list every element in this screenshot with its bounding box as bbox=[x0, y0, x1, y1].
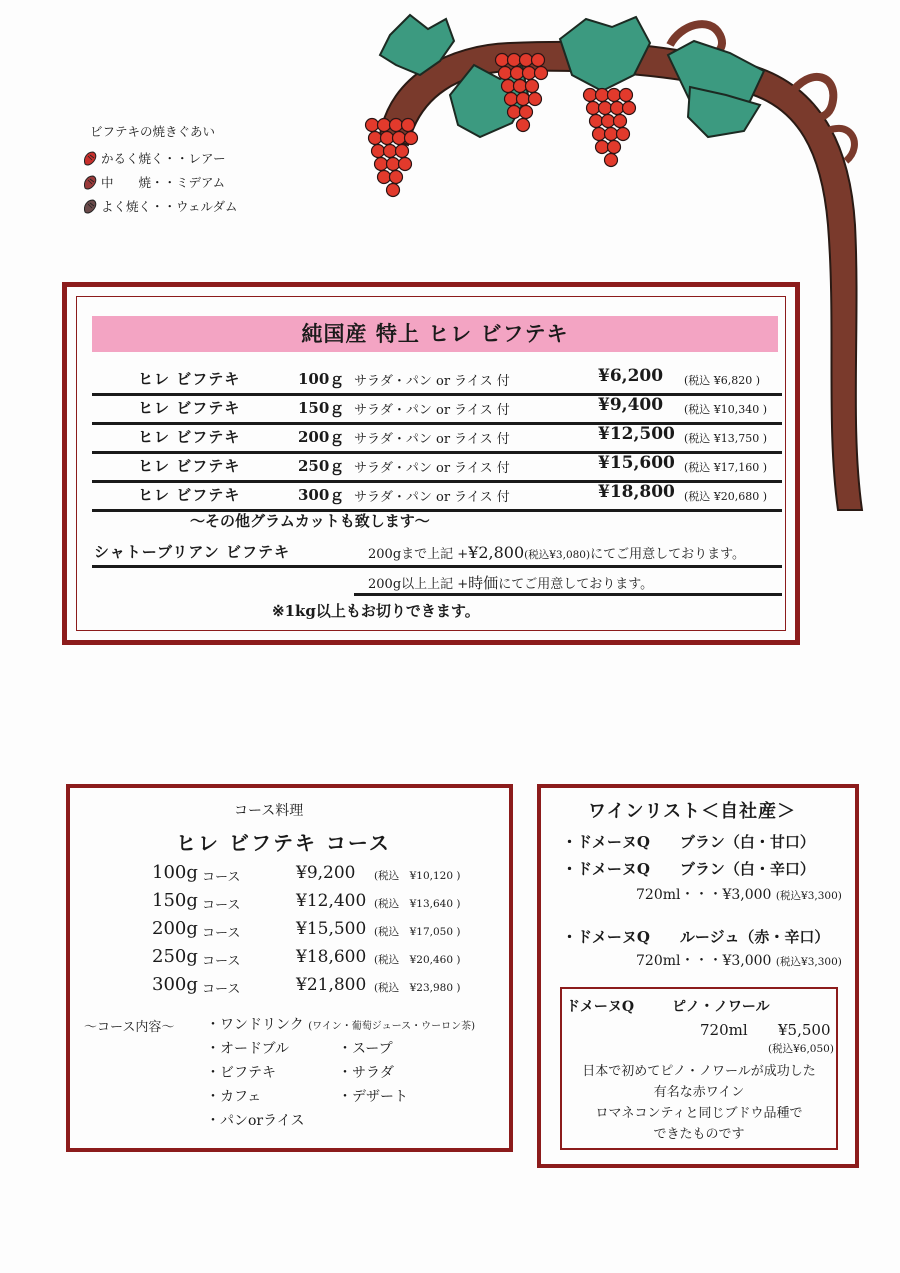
wine-item: ・ドメーヌQ ルージュ（赤・辛口） bbox=[562, 928, 830, 946]
course-item: ・スープ bbox=[338, 1041, 393, 1057]
course-tax: (税込 ¥20,460 ) bbox=[374, 954, 461, 966]
grape-berry bbox=[375, 158, 388, 171]
course-label: コース料理 bbox=[234, 803, 304, 819]
grape-berry bbox=[590, 115, 603, 128]
steak-tax: (税込 ¥20,680 ) bbox=[684, 490, 768, 503]
doneness-legend bbox=[82, 122, 238, 218]
course-row bbox=[152, 862, 482, 890]
chateau-text: にてご用意しております。 bbox=[498, 577, 654, 592]
legend-row-medium bbox=[82, 170, 238, 194]
pinot-volume: 720ml bbox=[700, 1021, 748, 1039]
grape-berry bbox=[496, 54, 509, 67]
grape-berry bbox=[511, 67, 524, 80]
course-price: ¥12,400 bbox=[296, 891, 367, 911]
grape-leaf bbox=[560, 17, 650, 91]
grape-berry bbox=[587, 102, 600, 115]
grape-berry bbox=[381, 132, 394, 145]
grape-berry bbox=[596, 141, 609, 154]
grape-berry bbox=[390, 171, 403, 184]
course-price: ¥18,600 bbox=[296, 947, 367, 967]
wine-item: ・ドメーヌQ ブラン（白・甘口） bbox=[562, 833, 815, 851]
grape-berry bbox=[508, 54, 521, 67]
course-tax: (税込 ¥17,050 ) bbox=[374, 926, 461, 938]
course-item: ・サラダ bbox=[338, 1065, 394, 1081]
legend-title: ビフテキの焼きぐあい bbox=[90, 124, 216, 139]
course-item: ・カフェ bbox=[206, 1089, 262, 1105]
chateaubriand-price-line bbox=[368, 543, 745, 562]
course-word: コース bbox=[202, 982, 241, 997]
grape-berry bbox=[378, 119, 391, 132]
course-item-text: ・ワンドリンク bbox=[206, 1017, 304, 1033]
other-cut-note: ～その他グラムカットも致します～ bbox=[190, 512, 430, 530]
chateau-market-price: 時価 bbox=[468, 574, 499, 592]
steak-price: ¥18,800 bbox=[598, 482, 675, 502]
grape-berry bbox=[535, 67, 548, 80]
course-item-note: (ワイン・葡萄ジュース・ウーロン茶) bbox=[308, 1021, 475, 1032]
grape-berry bbox=[605, 128, 618, 141]
grape-berry bbox=[599, 102, 612, 115]
course-item: ・ビフテキ bbox=[206, 1065, 276, 1081]
wine-tax: (税込¥3,300) bbox=[775, 956, 842, 968]
grape-berry bbox=[520, 106, 533, 119]
grape-berry bbox=[387, 184, 400, 197]
pinot-description-line: 日本で初めてピノ・ノワールが成功した bbox=[582, 1064, 816, 1079]
one-kg-note: ※1kg以上もお切りできます。 bbox=[272, 602, 480, 620]
steak-desc: サラダ・パン or ライス 付 bbox=[354, 403, 510, 418]
grape-berry bbox=[405, 132, 418, 145]
course-word: コース bbox=[202, 954, 241, 969]
grape-berry bbox=[523, 67, 536, 80]
pinot-producer: ドメーヌQ bbox=[566, 999, 635, 1015]
grape-berry bbox=[611, 102, 624, 115]
grape-berry bbox=[369, 132, 382, 145]
wine-item: ・ドメーヌQ ブラン（白・辛口） bbox=[562, 860, 815, 878]
course-item: ・デザート bbox=[338, 1089, 408, 1105]
course-row bbox=[152, 918, 482, 946]
course-word: コース bbox=[202, 926, 241, 941]
grape-berry bbox=[526, 80, 539, 93]
grape-berry bbox=[608, 141, 621, 154]
pinot-description-line: できたものです bbox=[653, 1127, 745, 1142]
grape-berry bbox=[596, 89, 609, 102]
course-price: ¥15,500 bbox=[296, 919, 367, 939]
pinot-description-line: ロマネコンティと同じブドウ品種で bbox=[595, 1106, 803, 1121]
medium-meat-icon bbox=[82, 173, 98, 191]
steak-tax: (税込 ¥13,750 ) bbox=[684, 432, 768, 445]
course-word: コース bbox=[202, 898, 241, 913]
grape-berry bbox=[505, 93, 518, 106]
steak-price: ¥15,600 bbox=[598, 453, 675, 473]
course-gram: 200g bbox=[152, 918, 198, 939]
grape-berry bbox=[366, 119, 379, 132]
steak-tax: (税込 ¥17,160 ) bbox=[684, 461, 768, 474]
legend-label-medium: 中 焼・・ミデアム bbox=[101, 175, 226, 190]
grape-berry bbox=[520, 54, 533, 67]
grape-berry bbox=[393, 132, 406, 145]
divider bbox=[92, 565, 782, 568]
grape-berry bbox=[508, 106, 521, 119]
steak-row bbox=[92, 364, 782, 396]
wine-price bbox=[636, 884, 842, 904]
steak-section-title: 純国産 特上 ヒレ ビフテキ bbox=[92, 316, 778, 352]
steak-desc: サラダ・パン or ライス 付 bbox=[354, 461, 510, 476]
steak-row bbox=[92, 422, 782, 454]
grape-berry bbox=[532, 54, 545, 67]
grape-berry bbox=[378, 171, 391, 184]
grape-berry bbox=[396, 145, 409, 158]
pinot-description-line: 有名な赤ワイン bbox=[653, 1085, 745, 1100]
grape-berry bbox=[614, 115, 627, 128]
chateau-price: ¥2,800 bbox=[468, 543, 525, 562]
grape-berry bbox=[390, 119, 403, 132]
legend-row-welldone bbox=[82, 194, 238, 218]
legend-row-rare bbox=[82, 146, 238, 170]
steak-desc: サラダ・パン or ライス 付 bbox=[354, 432, 510, 447]
grape-berry bbox=[623, 102, 636, 115]
course-title: ヒレ ビフテキ コース bbox=[176, 831, 391, 855]
wine-price bbox=[636, 950, 842, 970]
course-price: ¥9,200 bbox=[296, 863, 356, 883]
steak-price: ¥12,500 bbox=[598, 424, 675, 444]
course-item: ・パンorライス bbox=[206, 1113, 305, 1129]
chateaubriand-market-line bbox=[368, 572, 653, 593]
wine-price-text: 720ml・・・¥3,000 bbox=[636, 953, 772, 969]
steak-price: ¥9,400 bbox=[598, 395, 664, 415]
chateau-text: 200gまで上記 + bbox=[368, 547, 469, 562]
steak-name: ヒレ ビフテキ bbox=[138, 399, 241, 417]
grape-berry bbox=[593, 128, 606, 141]
steak-name: ヒレ ビフテキ bbox=[138, 428, 241, 446]
steak-gram: 150ｇ bbox=[298, 399, 345, 417]
grape-berry bbox=[608, 89, 621, 102]
course-word: コース bbox=[202, 870, 241, 885]
course-item: ・オードブル bbox=[206, 1041, 290, 1057]
steak-gram: 100ｇ bbox=[298, 370, 345, 388]
steak-row bbox=[92, 480, 782, 512]
chateau-tax: (税込¥3,080) bbox=[524, 549, 591, 561]
course-gram: 300g bbox=[152, 974, 198, 995]
legend-label-rare: かるく焼く・・レアー bbox=[101, 151, 226, 166]
grape-berry bbox=[517, 93, 530, 106]
steak-row bbox=[92, 451, 782, 483]
chateau-text: にてご用意しております。 bbox=[590, 547, 746, 562]
steak-desc: サラダ・パン or ライス 付 bbox=[354, 374, 510, 389]
course-gram: 100g bbox=[152, 862, 198, 883]
course-gram: 150g bbox=[152, 890, 198, 911]
steak-tax: (税込 ¥10,340 ) bbox=[684, 403, 768, 416]
course-tax: (税込 ¥10,120 ) bbox=[374, 870, 461, 882]
pinot-price: ¥5,500 bbox=[778, 1021, 831, 1039]
course-item-drink bbox=[206, 1014, 475, 1034]
course-row bbox=[152, 974, 482, 1002]
grape-berry bbox=[499, 67, 512, 80]
grape-berry bbox=[384, 145, 397, 158]
steak-gram: 200ｇ bbox=[298, 428, 345, 446]
grape-berry bbox=[387, 158, 400, 171]
grape-berry bbox=[399, 158, 412, 171]
grape-berry bbox=[502, 80, 515, 93]
wine-tax: (税込¥3,300) bbox=[775, 890, 842, 902]
course-gram: 250g bbox=[152, 946, 198, 967]
grape-berry bbox=[372, 145, 385, 158]
wine-list-title: ワインリスト＜自社産＞ bbox=[588, 801, 797, 822]
steak-gram: 250ｇ bbox=[298, 457, 345, 475]
steak-row bbox=[92, 393, 782, 425]
course-tax: (税込 ¥23,980 ) bbox=[374, 982, 461, 994]
grape-berry bbox=[602, 115, 615, 128]
course-price: ¥21,800 bbox=[296, 975, 367, 995]
grape-berry bbox=[517, 119, 530, 132]
rare-meat-icon bbox=[82, 149, 98, 167]
chateau-text: 200g以上上記 + bbox=[368, 577, 469, 592]
pinot-tax: (税込¥6,050) bbox=[768, 1043, 834, 1055]
grape-berry bbox=[617, 128, 630, 141]
welldone-meat-icon bbox=[82, 197, 98, 215]
grape-berry bbox=[402, 119, 415, 132]
pinot-variety: ピノ・ノワール bbox=[672, 999, 770, 1015]
grape-berry bbox=[514, 80, 527, 93]
wine-price-text: 720ml・・・¥3,000 bbox=[636, 887, 772, 903]
chateaubriand-name: シャトーブリアン ビフテキ bbox=[94, 543, 290, 561]
course-row bbox=[152, 890, 482, 918]
steak-name: ヒレ ビフテキ bbox=[138, 486, 241, 504]
steak-tax: (税込 ¥6,820 ) bbox=[684, 374, 761, 387]
divider bbox=[354, 593, 782, 596]
course-contents-label: ～コース内容～ bbox=[84, 1020, 175, 1035]
grape-berry bbox=[529, 93, 542, 106]
steak-name: ヒレ ビフテキ bbox=[138, 457, 241, 475]
steak-gram: 300ｇ bbox=[298, 486, 345, 504]
steak-price: ¥6,200 bbox=[598, 366, 664, 386]
course-tax: (税込 ¥13,640 ) bbox=[374, 898, 461, 910]
steak-name: ヒレ ビフテキ bbox=[138, 370, 241, 388]
legend-label-welldone: よく焼く・・ウェルダム bbox=[101, 199, 238, 214]
grape-berry bbox=[620, 89, 633, 102]
steak-desc: サラダ・パン or ライス 付 bbox=[354, 490, 510, 505]
course-row bbox=[152, 946, 482, 974]
grape-berry bbox=[605, 154, 618, 167]
grape-berry bbox=[584, 89, 597, 102]
